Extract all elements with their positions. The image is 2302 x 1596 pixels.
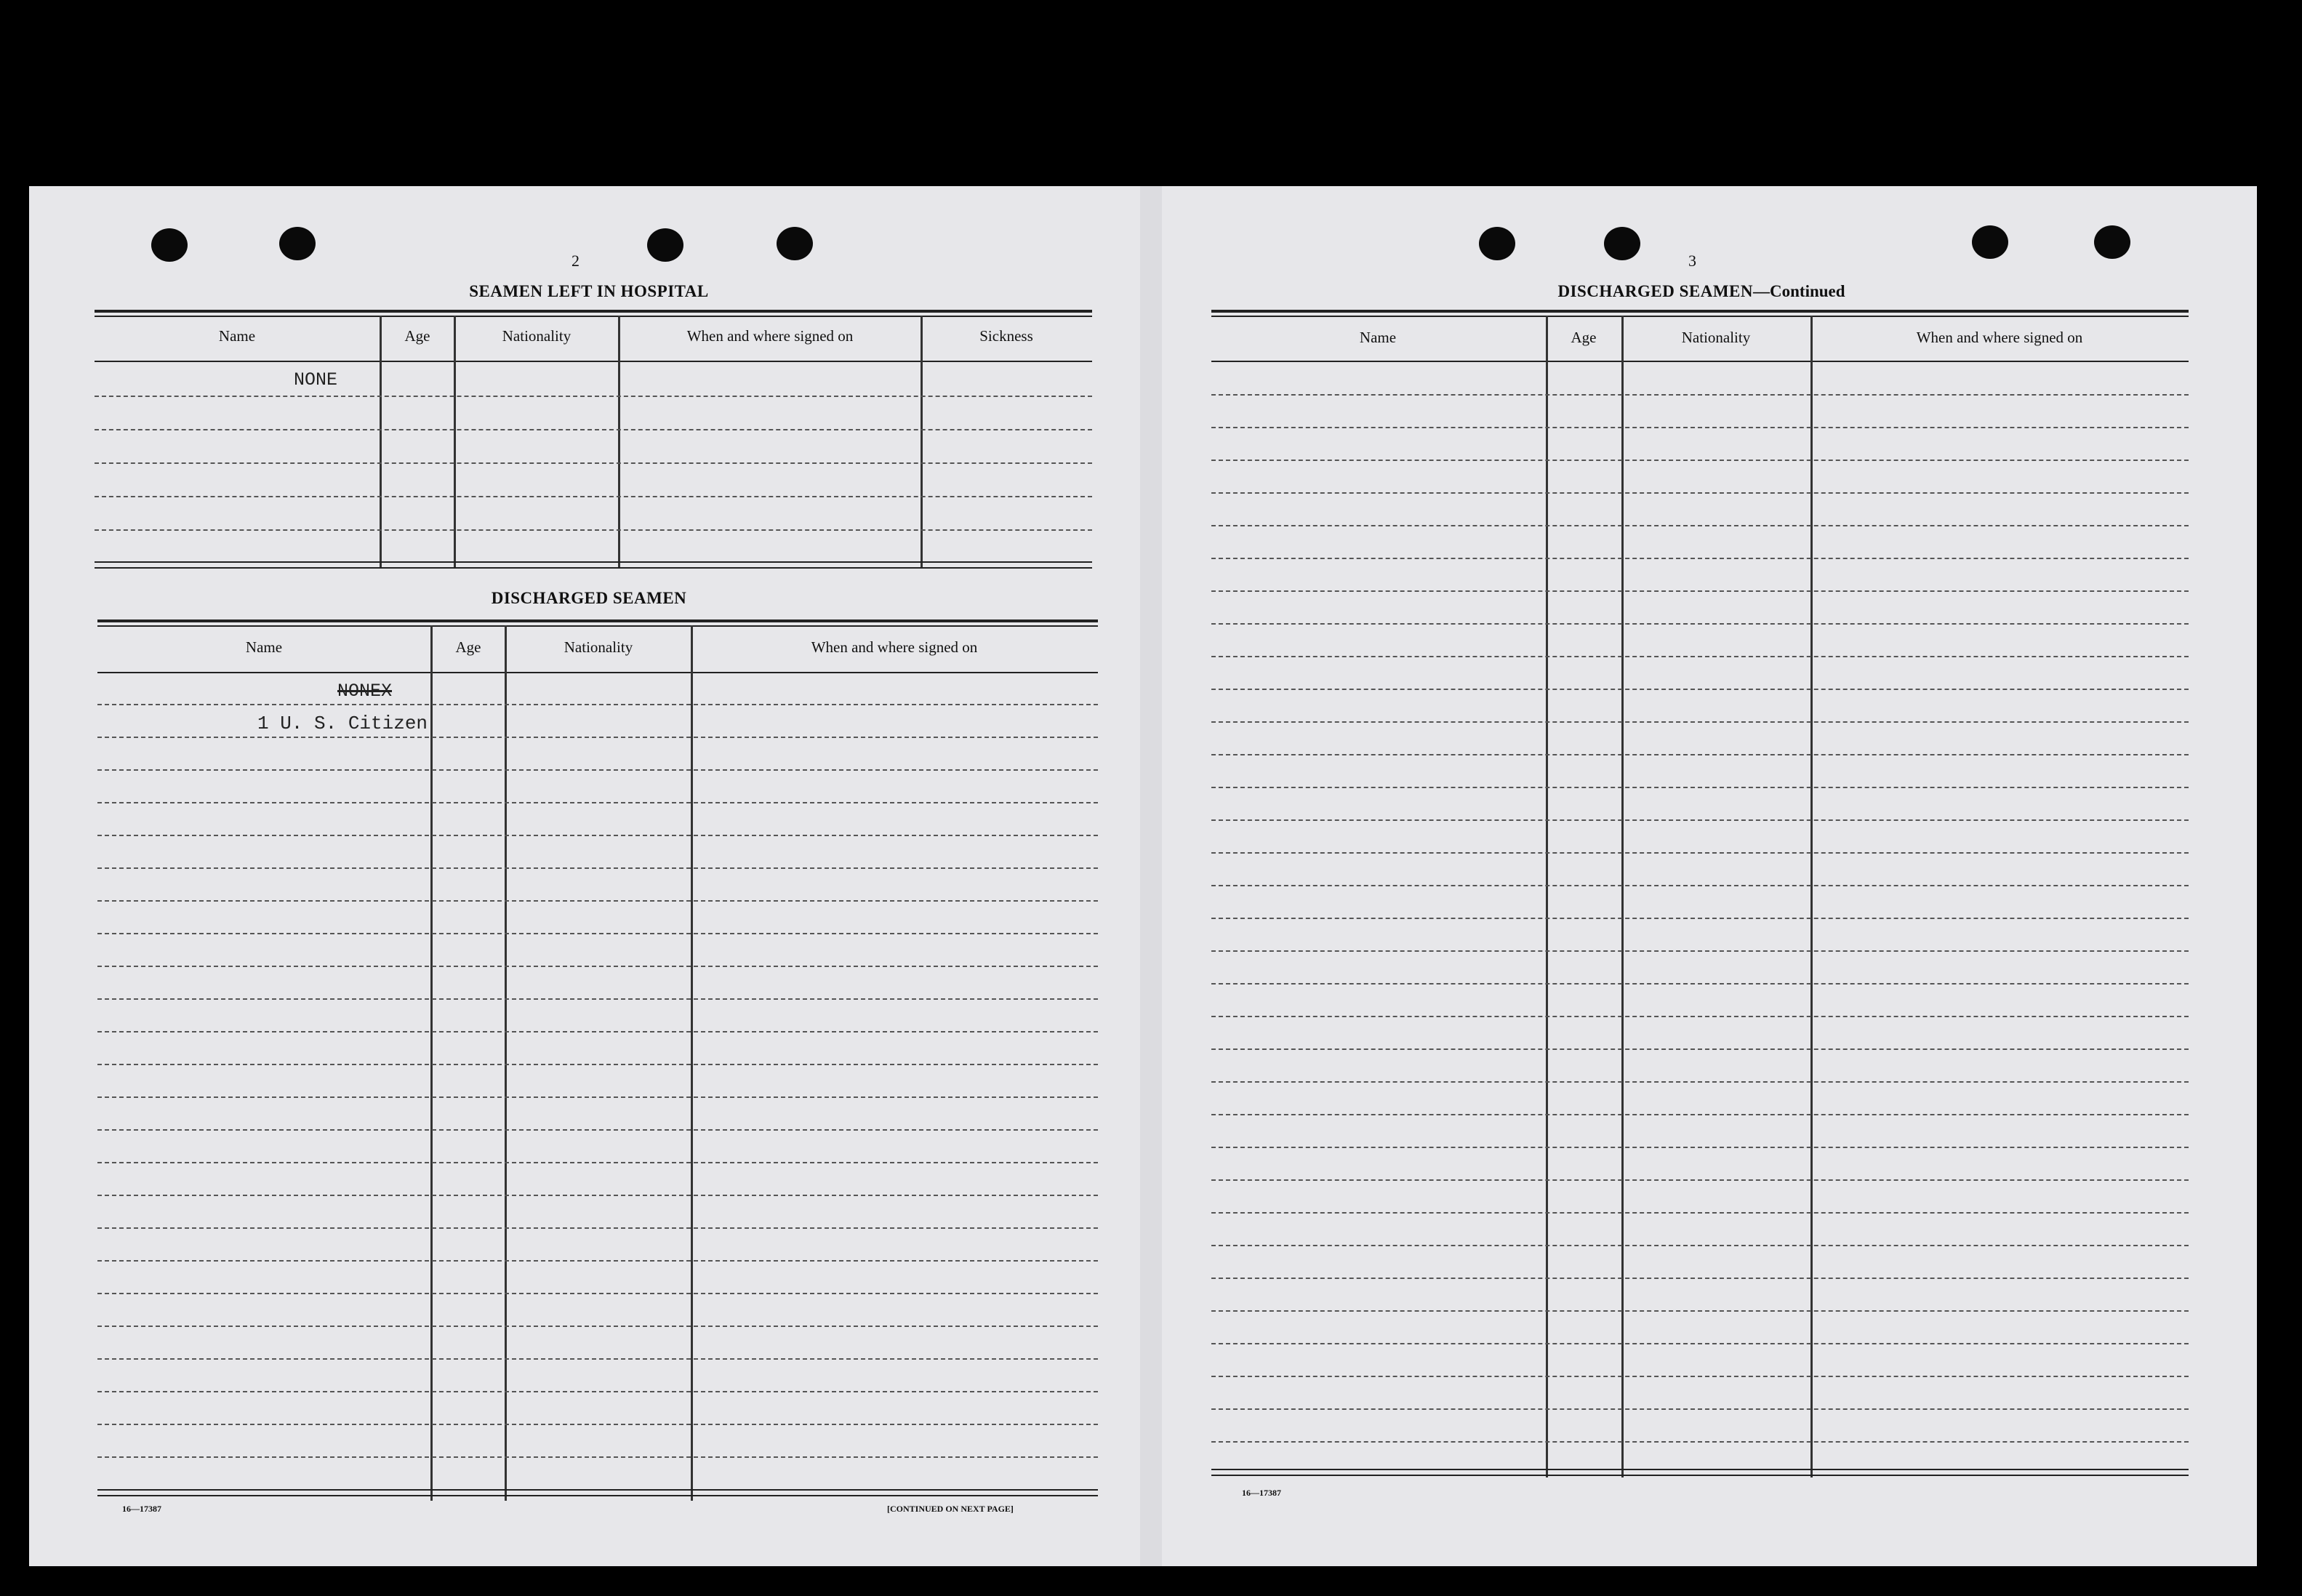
discharged-header-age: Age — [455, 638, 481, 656]
discharged-header-name: Name — [245, 638, 283, 656]
right-header-age: Age — [1571, 329, 1597, 346]
form-number-left: 16—17387 — [122, 1504, 161, 1514]
punch-hole — [1479, 227, 1515, 260]
hospital-header-signed-on: When and where signed on — [686, 327, 854, 345]
continued-note: [CONTINUED ON NEXT PAGE] — [887, 1504, 1014, 1514]
discharged-table-right — [1211, 310, 2189, 1480]
hospital-header-name: Name — [218, 327, 256, 345]
punch-hole — [279, 227, 316, 260]
hospital-table — [95, 310, 1092, 573]
right-header-signed-on: When and where signed on — [1916, 329, 2083, 346]
right-header-nationality: Nationality — [1681, 329, 1751, 346]
punch-hole — [1972, 225, 2008, 259]
discharged-section-title: DISCHARGED SEAMEN — [491, 589, 687, 607]
discharged-header-nationality: Nationality — [564, 638, 633, 656]
hospital-section-title: SEAMEN LEFT IN HOSPITAL — [469, 282, 709, 300]
punch-hole — [1604, 227, 1640, 260]
hospital-header-age: Age — [404, 327, 430, 345]
discharged-table-left — [97, 619, 1098, 1501]
discharged-entry-citizen: 1 U. S. Citizen — [257, 713, 428, 734]
hospital-header-nationality: Nationality — [502, 327, 572, 345]
right-header-name: Name — [1359, 329, 1397, 346]
manifest-sheet — [29, 186, 2257, 1566]
hospital-header-sickness: Sickness — [979, 327, 1033, 345]
discharged-header-signed-on: When and where signed on — [811, 638, 978, 656]
hospital-entry: NONE — [294, 369, 338, 390]
discharged-continued-title — [1498, 282, 1905, 301]
page-number-left: 2 — [572, 252, 579, 270]
discharged-continued-title-main: DISCHARGED SEAMEN — [1557, 282, 1754, 300]
punch-hole — [777, 227, 813, 260]
center-fold — [1140, 186, 1162, 1566]
discharged-continued-title-suffix: —Continued — [1753, 282, 1845, 300]
form-number-right: 16—17387 — [1242, 1488, 1281, 1498]
punch-hole — [151, 228, 188, 262]
page-number-right: 3 — [1688, 252, 1696, 270]
punch-hole — [2094, 225, 2130, 259]
punch-hole — [647, 228, 683, 262]
discharged-entry-none: NONEX — [337, 681, 393, 702]
